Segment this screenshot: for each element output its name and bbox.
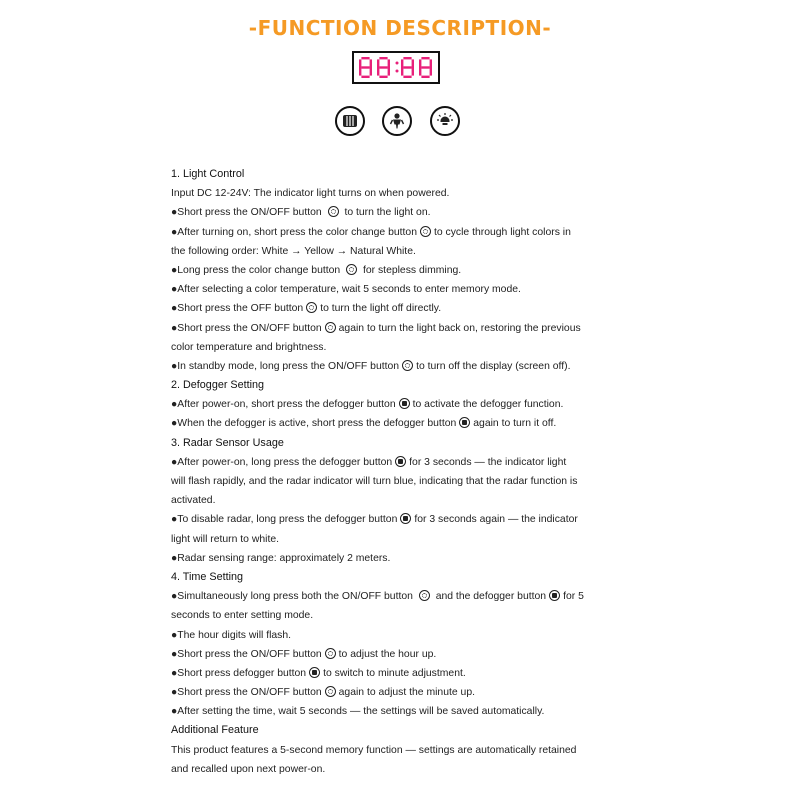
clock-display <box>352 51 440 84</box>
digit-segment <box>419 59 421 67</box>
bullet-line: ●Long press the color change button for stepless dimming. <box>171 264 462 276</box>
instruction-text <box>171 165 641 779</box>
defogger-button-icon <box>400 513 411 524</box>
bullet-line: ●To disable radar, long press the defogger button for 3 seconds again — the indicator <box>171 514 578 526</box>
digit-segment <box>412 68 414 76</box>
bullet-line: ●Short press the OFF button to turn the light off directly. <box>171 303 442 315</box>
digit-segment <box>430 59 432 67</box>
bullet-line: ●After selecting a color temperature, wait 5 seconds to enter memory mode. <box>171 284 521 296</box>
control-buttons <box>335 106 460 138</box>
onoff-button-icon <box>325 686 336 697</box>
digit-segment <box>401 68 403 76</box>
bullet-line: ●In standby mode, long press the ON/OFF button to turn off the display (screen off). <box>171 360 571 372</box>
colon-dot <box>396 62 399 65</box>
digit-segment <box>401 59 403 67</box>
radar-button[interactable] <box>382 106 412 136</box>
onoff-button-icon <box>419 590 430 601</box>
bullet-line: ●Simultaneously long press both the ON/OFF button and the defogger button for 5 <box>171 591 584 603</box>
clock-digits <box>354 53 438 82</box>
defogger-button-icon <box>309 667 320 678</box>
bullet-line: ●After power-on, long press the defogger button for 3 seconds — the indicator light <box>171 456 567 468</box>
section-heading: Additional Feature <box>171 724 259 737</box>
defogger-icon <box>341 112 359 130</box>
defogger-button[interactable] <box>335 106 365 136</box>
bullet-line: ●Radar sensing range: approximately 2 meters. <box>171 552 391 564</box>
defogger-button-icon <box>549 590 560 601</box>
onoff-button-icon <box>402 360 413 371</box>
text-line: activated. <box>171 495 216 507</box>
section-heading: 1. Light Control <box>171 168 245 180</box>
text-line: seconds to enter setting mode. <box>171 610 314 622</box>
defogger-button-icon <box>395 456 406 467</box>
digit-segment <box>419 68 421 76</box>
off-button-icon <box>306 302 317 313</box>
defogger-button-icon <box>459 417 470 428</box>
digit-segment <box>377 59 379 67</box>
digit-segment <box>377 68 379 76</box>
light-bulb-icon <box>436 112 454 130</box>
digit-segment <box>361 66 369 68</box>
digit-segment <box>361 76 369 78</box>
text-line: color temperature and brightness. <box>171 341 327 353</box>
bullet-line: ●Short press defogger button to switch to minute adjustment. <box>171 667 466 679</box>
text-line: This product features a 5-second memory function — settings are automatically retained <box>171 744 577 756</box>
onoff-button-icon <box>325 648 336 659</box>
digit-segment <box>403 66 411 68</box>
digit-segment <box>421 57 429 59</box>
bullet-line: ●Short press the ON/OFF button again to turn the light back on, restoring the previous <box>171 322 581 334</box>
color-change-button-icon <box>346 264 357 275</box>
digit-segment <box>379 76 387 78</box>
text-line: and recalled upon next power-on. <box>171 763 326 775</box>
digit-segment <box>379 66 387 68</box>
text-line: the following order: White → Yellow → Natural White. <box>171 245 416 257</box>
text-line: will flash rapidly, and the radar indicator will turn blue, indicating that the radar function is <box>171 476 578 487</box>
page-title: -FUNCTION DESCRIPTION- <box>248 16 552 40</box>
section-heading: 4. Time Setting <box>171 570 244 583</box>
digit-segment <box>370 68 372 76</box>
digit-segment <box>359 68 361 76</box>
defogger-button-icon <box>399 398 410 409</box>
bullet-line: ●When the defogger is active, short press the defogger button again to turn it off. <box>171 418 557 430</box>
digit-segment <box>403 76 411 78</box>
light-button[interactable] <box>430 106 460 136</box>
bullet-line: ●Short press the ON/OFF button to adjust the hour up. <box>171 648 437 660</box>
onoff-button-icon <box>325 322 336 333</box>
bullet-line: ●After setting the time, wait 5 seconds — the settings will be saved automatically. <box>171 706 545 718</box>
section-heading: 2. Defogger Setting <box>171 379 265 392</box>
bullet-line: ●After turning on, short press the color change button to cycle through light colors in <box>171 226 571 238</box>
digit-segment <box>370 59 372 67</box>
color-change-button-icon <box>420 226 431 237</box>
digit-segment <box>421 66 429 68</box>
digit-segment <box>430 68 432 76</box>
digit-segment <box>388 59 390 67</box>
colon-dot <box>396 70 399 73</box>
section-heading: 3. Radar Sensor Usage <box>171 436 284 449</box>
bullet-line: ●Short press the ON/OFF button again to adjust the minute up. <box>171 687 475 699</box>
digit-segment <box>359 59 361 67</box>
bullet-line: ●The hour digits will flash. <box>171 629 292 641</box>
person-radar-icon <box>388 112 406 130</box>
onoff-button-icon <box>328 206 339 217</box>
digit-segment <box>412 59 414 67</box>
digit-segment <box>379 57 387 59</box>
digit-segment <box>403 57 411 59</box>
digit-segment <box>361 57 369 59</box>
digit-segment <box>388 68 390 76</box>
bullet-line: ●Short press the ON/OFF button to turn the light on. <box>171 207 431 219</box>
text-line: light will return to white. <box>171 533 279 545</box>
digit-segment <box>421 76 429 78</box>
text-line: Input DC 12-24V: The indicator light turns on when powered. <box>171 188 450 200</box>
bullet-line: ●After power-on, short press the defogger button to activate the defogger function. <box>171 399 564 411</box>
